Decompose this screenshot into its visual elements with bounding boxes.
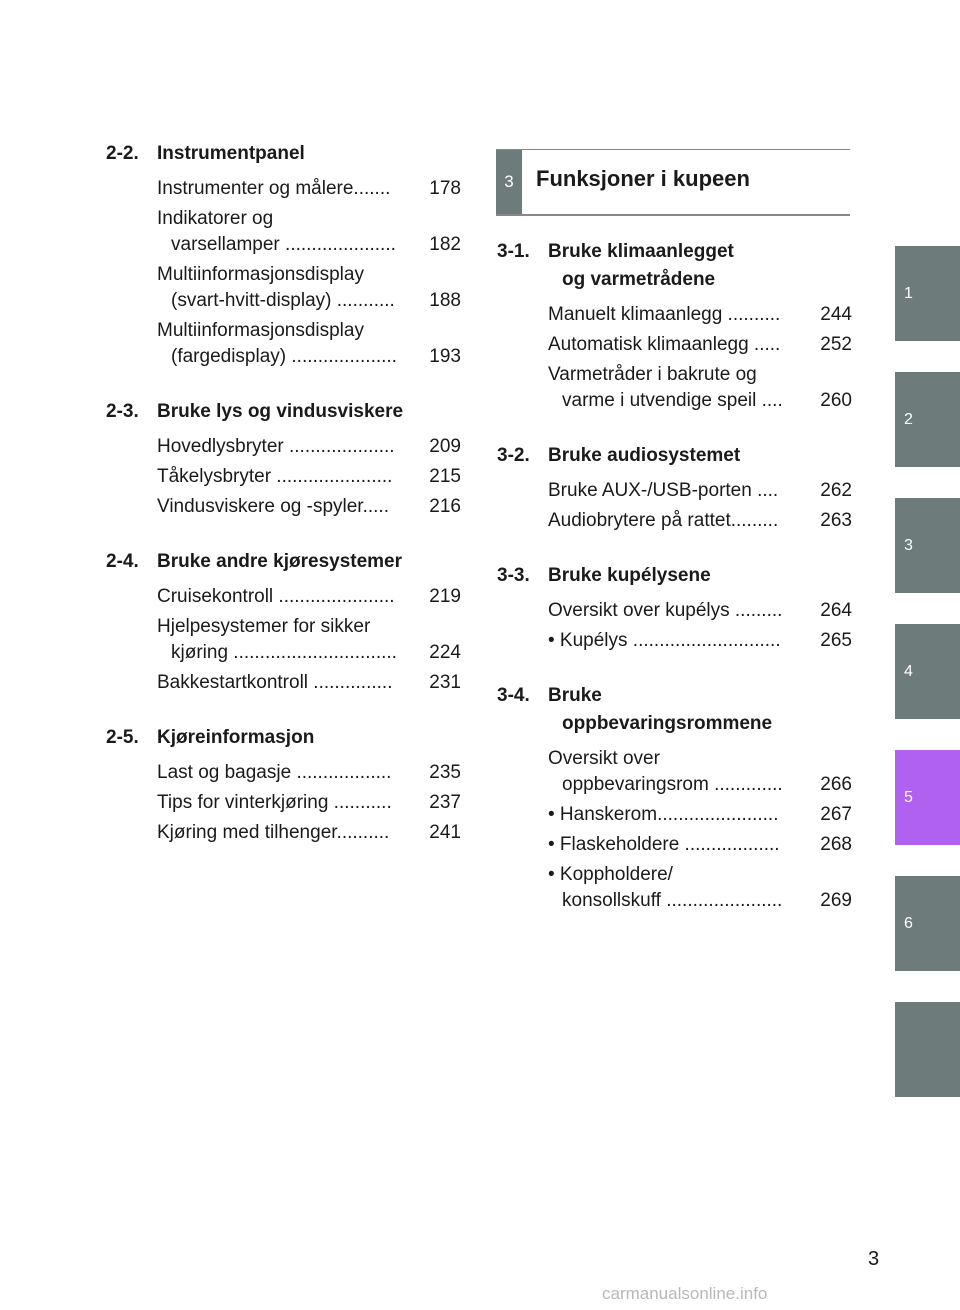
- toc-entry[interactable]: [548, 832, 852, 858]
- entry-text: • Kupélys ............................: [548, 630, 781, 651]
- toc-entry[interactable]: [157, 614, 461, 666]
- entry-page: 209: [423, 434, 461, 460]
- toc-entry[interactable]: [157, 760, 461, 786]
- section-title: oppbevaringsrommene: [562, 713, 773, 734]
- entry-page: 269: [814, 888, 852, 914]
- entry-page: 216: [423, 494, 461, 520]
- section-title: Kjøreinformasjon: [157, 727, 315, 748]
- section-number: 2-3.: [106, 401, 139, 422]
- chapter-tab-label: 5: [904, 789, 913, 806]
- toc-entry[interactable]: [548, 862, 852, 914]
- section-number: 3-1.: [497, 241, 530, 262]
- entry-text: konsollskuff ......................: [562, 890, 783, 911]
- entry-text: varsellamper .....................: [171, 234, 396, 255]
- entry-page: 264: [814, 598, 852, 624]
- entry-text: Multiinformasjonsdisplay: [157, 264, 364, 285]
- entry-page: 262: [814, 478, 852, 504]
- entry-text: Audiobrytere på rattet.........: [548, 510, 779, 531]
- entry-page: 224: [423, 640, 461, 666]
- section-number: 3-4.: [497, 685, 530, 706]
- section-number: 2-2.: [106, 143, 139, 164]
- entry-page: 182: [423, 232, 461, 258]
- section-number: 3-3.: [497, 565, 530, 586]
- chapter-tab-label: 1: [904, 285, 913, 302]
- chapter-tab[interactable]: [895, 498, 960, 593]
- toc-entry[interactable]: [548, 508, 852, 534]
- section-number: 2-4.: [106, 551, 139, 572]
- entry-text: Tåkelysbryter ......................: [157, 466, 393, 487]
- entry-page: 231: [423, 670, 461, 696]
- toc-entry[interactable]: [157, 318, 461, 370]
- toc-entry[interactable]: [157, 434, 461, 460]
- page-number: 3: [868, 1248, 880, 1270]
- entry-text: (fargedisplay) ....................: [171, 346, 397, 367]
- entry-page: 219: [423, 584, 461, 610]
- section-title: Bruke klimaanlegget: [548, 241, 734, 262]
- toc-entry[interactable]: [548, 332, 852, 358]
- entry-text: Oversikt over: [548, 748, 660, 769]
- entry-text: Tips for vinterkjøring ...........: [157, 792, 392, 813]
- toc-entry[interactable]: [548, 478, 852, 504]
- section-title: Bruke lys og vindusviskere: [157, 401, 404, 422]
- watermark: carmanualsonline.info: [602, 1284, 768, 1303]
- section-title: og varmetrådene: [562, 269, 716, 290]
- toc-entry[interactable]: [548, 302, 852, 328]
- toc-entry[interactable]: [548, 628, 852, 654]
- entry-text: Cruisekontroll ......................: [157, 586, 395, 607]
- toc-entry[interactable]: [548, 598, 852, 624]
- chapter-tab[interactable]: [895, 372, 960, 467]
- entry-text: Vindusviskere og -spyler.....: [157, 496, 389, 517]
- entry-page: 252: [814, 332, 852, 358]
- entry-text: varme i utvendige speil ....: [562, 390, 783, 411]
- entry-page: 267: [814, 802, 852, 828]
- chapter-tab[interactable]: [895, 876, 960, 971]
- chapter-tab[interactable]: [895, 1002, 960, 1097]
- entry-page: 235: [423, 760, 461, 786]
- toc-entry[interactable]: [157, 820, 461, 846]
- chapter-tab-label: 3: [904, 537, 913, 554]
- entry-text: Hovedlysbryter ....................: [157, 436, 395, 457]
- entry-text: (svart-hvitt-display) ...........: [171, 290, 395, 311]
- entry-text: • Flaskeholdere ..................: [548, 834, 780, 855]
- section-number: 3-2.: [497, 445, 530, 466]
- entry-text: Manuelt klimaanlegg ..........: [548, 304, 781, 325]
- chapter-tab-label: 4: [904, 663, 913, 680]
- toc-entry[interactable]: [157, 206, 461, 258]
- toc-entry[interactable]: [157, 176, 461, 202]
- entry-text: Oversikt over kupélys .........: [548, 600, 783, 621]
- entry-page: 244: [814, 302, 852, 328]
- section-title: Bruke kupélysene: [548, 565, 711, 586]
- entry-text: Hjelpesystemer for sikker: [157, 616, 371, 637]
- toc-entry[interactable]: [157, 262, 461, 314]
- entry-page: 215: [423, 464, 461, 490]
- chapter-header: [496, 149, 850, 216]
- section-title: Bruke audiosystemet: [548, 445, 741, 466]
- entry-text: • Koppholdere/: [548, 864, 673, 885]
- chapter-title: Funksjoner i kupeen: [536, 166, 750, 191]
- toc-entry[interactable]: [548, 746, 852, 798]
- entry-text: Instrumenter og målere.......: [157, 178, 391, 199]
- entry-page: 237: [423, 790, 461, 816]
- toc-entry[interactable]: [157, 670, 461, 696]
- entry-page: 178: [423, 176, 461, 202]
- entry-page: 265: [814, 628, 852, 654]
- chapter-tab-label: 6: [904, 915, 913, 932]
- entry-page: 268: [814, 832, 852, 858]
- entry-text: Multiinformasjonsdisplay: [157, 320, 364, 341]
- entry-page: 263: [814, 508, 852, 534]
- toc-entry[interactable]: [548, 802, 852, 828]
- toc-entry[interactable]: [157, 464, 461, 490]
- entry-text: Bruke AUX-/USB-porten ....: [548, 480, 779, 501]
- entry-text: Bakkestartkontroll ...............: [157, 672, 393, 693]
- entry-text: Indikatorer og: [157, 208, 274, 229]
- chapter-tab[interactable]: [895, 246, 960, 341]
- chapter-number: 3: [496, 150, 522, 214]
- entry-text: • Hanskerom.......................: [548, 804, 779, 825]
- entry-text: Varmetråder i bakrute og: [548, 364, 757, 385]
- toc-entry[interactable]: [548, 362, 852, 414]
- section-title: Bruke andre kjøresystemer: [157, 551, 403, 572]
- entry-text: Kjøring med tilhenger..........: [157, 822, 390, 843]
- toc-entry[interactable]: [157, 790, 461, 816]
- entry-text: Last og bagasje ..................: [157, 762, 392, 783]
- chapter-tab[interactable]: [895, 624, 960, 719]
- entry-text: oppbevaringsrom .............: [562, 774, 783, 795]
- entry-text: Automatisk klimaanlegg .....: [548, 334, 781, 355]
- chapter-tab-label: 2: [904, 411, 913, 428]
- toc-entry[interactable]: [157, 494, 461, 520]
- toc-entry[interactable]: [157, 584, 461, 610]
- entry-page: 241: [423, 820, 461, 846]
- section-number: 2-5.: [106, 727, 139, 748]
- chapter-tab[interactable]: [895, 750, 960, 845]
- entry-page: 188: [423, 288, 461, 314]
- section-title: Bruke: [548, 685, 602, 706]
- entry-page: 260: [814, 388, 852, 414]
- entry-page: 193: [423, 344, 461, 370]
- section-title: Instrumentpanel: [157, 143, 305, 164]
- entry-page: 266: [814, 772, 852, 798]
- entry-text: kjøring ...............................: [171, 642, 397, 663]
